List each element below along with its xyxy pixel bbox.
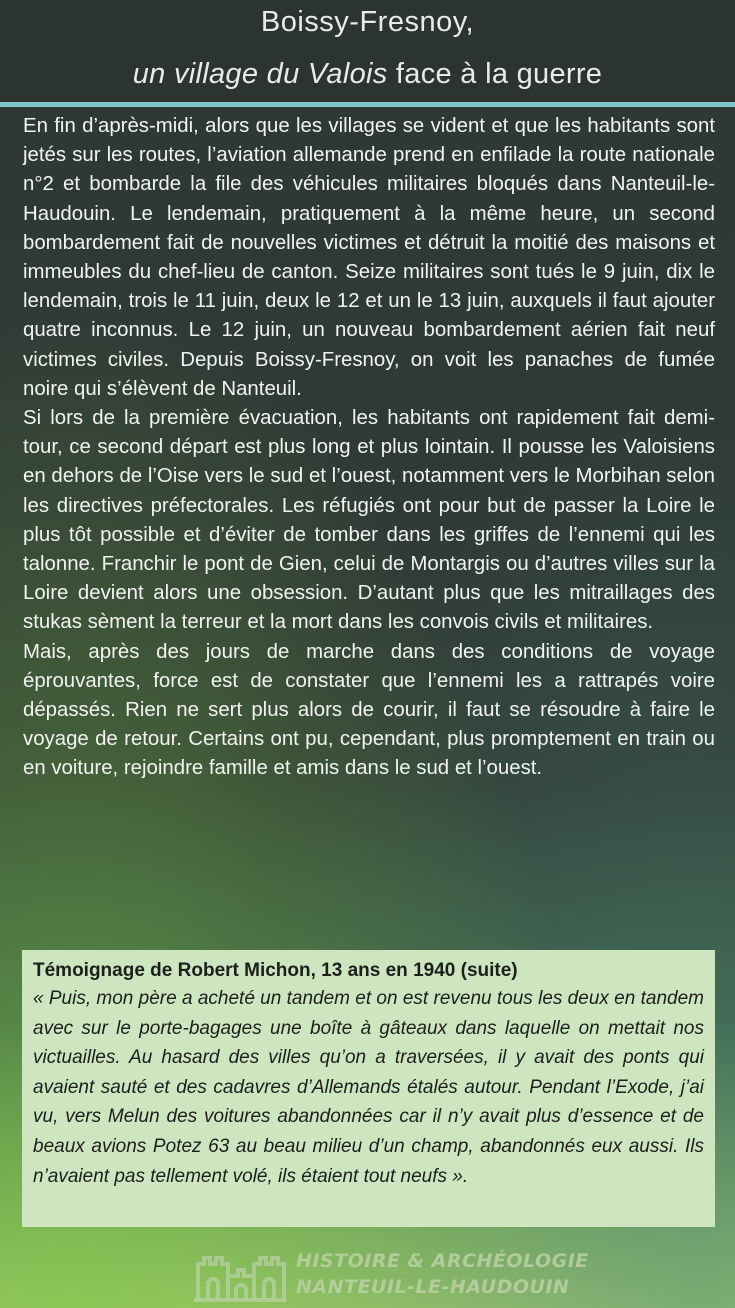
article-paragraph: Si lors de la première évacuation, les habitants ont rapidement fait demi-tour, ce second départ est plus long et plus lointain. Il pousse les Valoisiens en dehors de l’Oise vers le sud et l’ouest, notamment vers le Morbihan selon les directives préfectorales. Les réfugiés ont pour but de passer la Loire le plus tôt possible et d’éviter de tomber dans les griffes de l’ennemi qui les talonne. Franchir le pont de Gien, celui de Montargis ou d’autres villes sur la Loire devient alors une obsession. D’autant plus que les mitraillages des stukas sèment la terreur et la mort dans les convois civils et militaires.: [23, 407, 715, 634]
article-paragraph: En fin d’après-midi, alors que les villages se vident et que les habitants sont jetés sur les routes, l’aviation allemande prend en enfilade la route nationale n°2 et bombarde la file des véhicules militaires bloqués dans Nanteuil-le-Haudouin. Le lendemain, pratiquement à la même heure, un second bombardement fait de nouvelles victimes et détruit la moitié des maisons et immeubles du chef-lieu de canton. Seize militaires sont tués le 9 juin, dix le lendemain, trois le 11 juin, deux le 12 et un le 13 juin, auxquels il faut ajouter quatre inconnus. Le 12 juin, un nouveau bombardement aérien fait neuf victimes civiles. Depuis Boissy-Fresnoy, on voit les panaches de fumée noire qui s’élèvent de Nanteuil.: [23, 115, 715, 400]
page-title: Boissy-Fresnoy,: [260, 6, 475, 38]
logo-line1: HISTOIRE & ARCHÉOLOGIE: [296, 1250, 589, 1272]
testimony-box: [22, 950, 715, 1227]
article-paragraph: Mais, après des jours de marche dans des conditions de voyage éprouvantes, force est de constater que l’ennemi les a rattrapés voire dépassés. Rien ne sert plus alors de courir, il faut se résoudre à faire le voyage de retour. Certains ont pu, cependant, plus promptement en train ou en voiture, rejoindre famille et amis dans le sud et l’ouest.: [23, 640, 715, 780]
page-subtitle: [0, 58, 735, 91]
header-divider: [0, 102, 735, 107]
page-header: [0, 0, 735, 102]
subtitle-regular-part: face à la guerre: [387, 58, 603, 90]
association-logo: [194, 1246, 589, 1302]
castle-icon: [194, 1246, 286, 1302]
article-body: [23, 112, 715, 784]
logo-line2: NANTEUIL-LE-HAUDOUIN: [296, 1276, 570, 1298]
testimony-title: Témoignage de Robert Michon, 13 ans en 1940 (suite): [33, 960, 518, 981]
logo-text: [296, 1248, 589, 1300]
subtitle-italic-part: un village du Valois: [132, 58, 388, 90]
testimony-quote: « Puis, mon père a acheté un tandem et on est revenu tous les deux en tandem avec sur le porte-bagages une boîte à gâteaux dans laquelle on mettait nos victuailles. Au hasard des villes qu’on a traversées, il y avait des ponts qui avaient sauté et des cadavres d’Allemands étalés autour. Pendant l’Exode, j’ai vu, vers Melun des voitures abandonnées car il n’y avait plus d’essence et de beaux avions Potez 63 au beau milieu d’un champ, abandonnés eux aussi. Ils n’avaient pas tellement volé, ils étaient tout neufs ».: [33, 988, 704, 1187]
